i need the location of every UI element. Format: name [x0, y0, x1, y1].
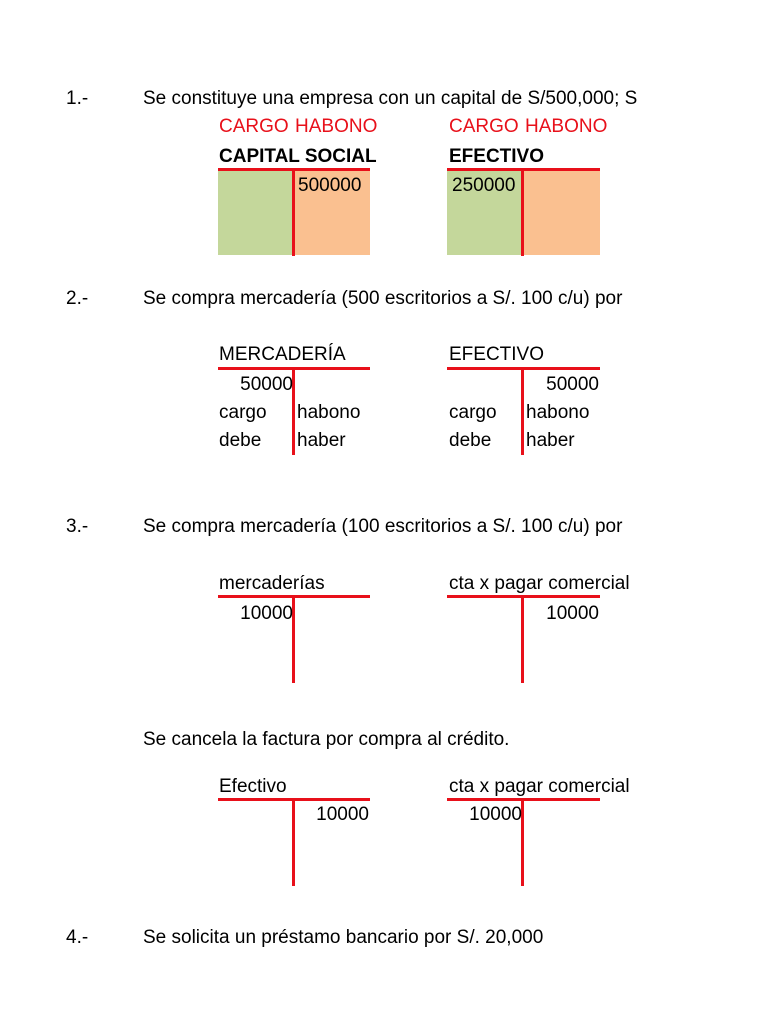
- account-title-cta-x-pagar: cta x pagar comercial: [449, 776, 630, 797]
- cargo-label: cargo: [449, 402, 497, 423]
- cargo-header: CARGO: [449, 116, 519, 137]
- debit-amount: 10000: [469, 804, 522, 825]
- debit-amount: 50000: [240, 374, 293, 395]
- habono-label: habono: [297, 402, 361, 423]
- item-1-text: Se constituye una empresa con un capital de S/500,000; S: [143, 88, 638, 109]
- credit-amount: 500000: [298, 175, 362, 196]
- item-4-number: 4.-: [66, 927, 89, 948]
- debit-amount: 10000: [240, 603, 293, 624]
- account-title-efectivo: Efectivo: [219, 776, 287, 797]
- item-2-number: 2.-: [66, 288, 89, 309]
- item-3-text: Se compra mercadería (100 escritorios a S/. 100 c/u) por: [143, 516, 623, 537]
- haber-label: haber: [526, 430, 575, 451]
- item-3b-text: Se cancela la factura por compra al crédito.: [143, 729, 510, 750]
- habono-header: HABONO: [525, 116, 608, 137]
- account-title-efectivo: EFECTIVO: [449, 146, 545, 167]
- cargo-label: cargo: [219, 402, 267, 423]
- account-title-cta-x-pagar: cta x pagar comercial: [449, 573, 630, 594]
- debe-label: debe: [449, 430, 492, 451]
- account-title-efectivo: EFECTIVO: [449, 344, 545, 365]
- debit-amount: 250000: [452, 175, 516, 196]
- haber-label: haber: [297, 430, 346, 451]
- credit-amount: 10000: [546, 603, 599, 624]
- account-title-mercaderias: mercaderías: [219, 573, 325, 594]
- item-1-number: 1.-: [66, 88, 89, 109]
- item-4-text: Se solicita un préstamo bancario por S/. 20,000: [143, 927, 544, 948]
- credit-amount: 10000: [316, 804, 369, 825]
- item-3-number: 3.-: [66, 516, 89, 537]
- credit-area: [522, 170, 600, 255]
- t-account-divider: [521, 168, 524, 256]
- habono-header: HABONO: [295, 116, 378, 137]
- account-title-capital-social: CAPITAL SOCIAL: [219, 146, 377, 167]
- habono-label: habono: [526, 402, 590, 423]
- item-2-text: Se compra mercadería (500 escritorios a S/. 100 c/u) por: [143, 288, 623, 309]
- credit-amount: 50000: [546, 374, 599, 395]
- debe-label: debe: [219, 430, 262, 451]
- t-account-divider: [292, 168, 295, 256]
- account-title-mercaderia: MERCADERÍA: [219, 344, 346, 365]
- debit-area: [218, 170, 293, 255]
- cargo-header: CARGO: [219, 116, 289, 137]
